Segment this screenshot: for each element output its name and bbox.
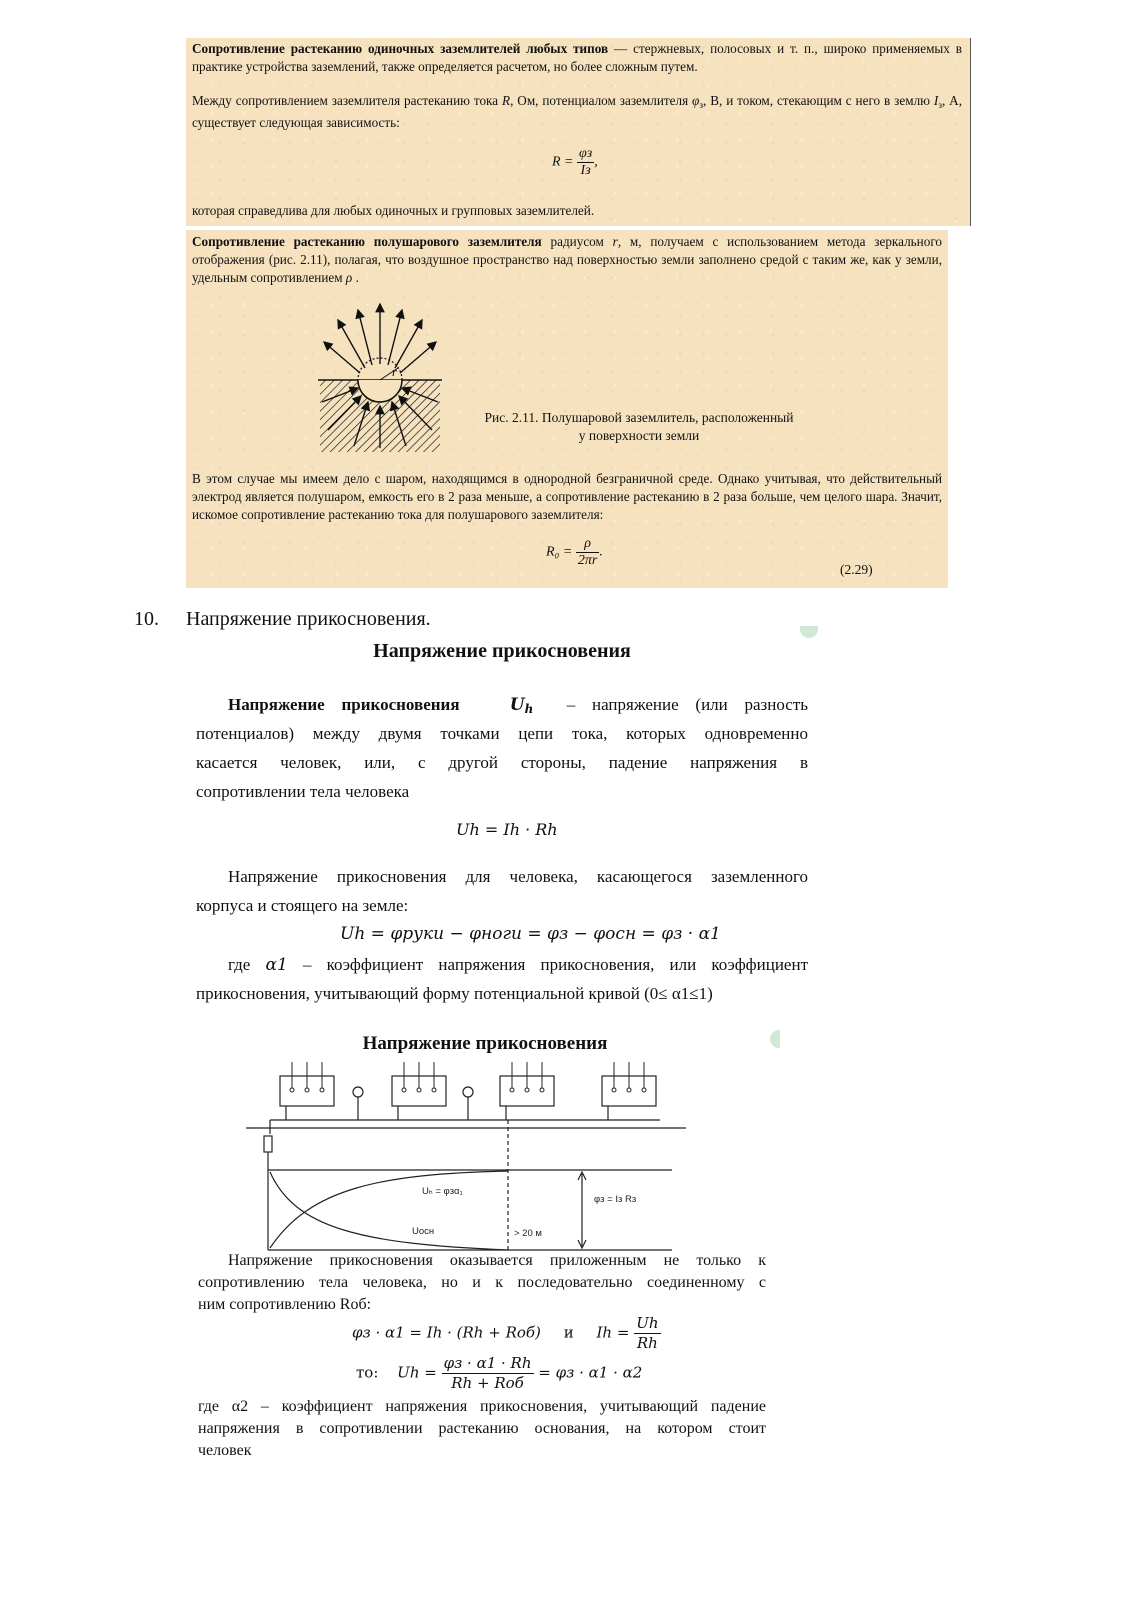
paragraph-text: , А, существует следующая зависимость:: [192, 93, 963, 130]
symbol-Uh: [510, 695, 533, 715]
denominator: Iз: [580, 163, 591, 178]
list-item-10: [134, 608, 431, 631]
slide-paragraph-line: [196, 862, 808, 891]
label-distance: > 20 м: [514, 1228, 542, 1239]
symbol-R: R: [502, 93, 511, 108]
label-uosn: Uосн: [412, 1226, 435, 1237]
decorative-mark: [770, 1030, 780, 1048]
numerator: φз: [579, 146, 593, 161]
paragraph-text: Между сопротивлением заземлителя растеканию тока: [192, 93, 503, 108]
figure-caption: [464, 409, 814, 445]
bold-term: Сопротивление растеканию полушарового заземлителя: [192, 234, 542, 249]
slide-paragraph-line: человек: [198, 1442, 252, 1459]
textbook-panel-2: [186, 230, 948, 588]
bold-term: Напряжение прикосновения: [228, 695, 460, 714]
formula-lhs: R =: [552, 154, 574, 170]
paragraph-text: которая справедлива для любых одиночных и групповых заземлителей.: [192, 203, 595, 218]
caption-line: Рис. 2.11. Полушаровой заземлитель, расположенный: [484, 410, 794, 425]
equation-potential-difference: Uh = φруки − φноги = φз − φосн = φз · α1: [340, 924, 721, 944]
equation-conjunction: то:: [356, 1363, 379, 1382]
slide-paragraph-line: где α2 – коэффициент напряжения прикосновения, учитывающий падение: [198, 1398, 766, 1415]
label-r: r: [392, 364, 398, 379]
paragraph: [192, 202, 962, 220]
equation-conjunction: и: [563, 1323, 574, 1342]
slide-paragraph-line: сопротивлению тела человека, но и к последовательно соединенному с: [198, 1274, 766, 1291]
slide-paragraph-line: [198, 1250, 766, 1272]
numerator: ρ: [576, 536, 599, 553]
paragraph-text: – напряжение (или разность: [566, 695, 809, 714]
formula-tail: .: [599, 544, 603, 560]
paragraph: [192, 92, 962, 132]
symbol-U: U: [509, 695, 525, 715]
paragraph-text: – коэффициент напряжения прикосновения, или коэффициент: [287, 955, 808, 974]
paragraph: [192, 233, 942, 287]
formula-lhs: R₀ =: [546, 544, 573, 560]
paragraph-text: где: [228, 955, 266, 974]
slide-title: Напряжение прикосновения: [373, 640, 631, 662]
equation-touch-voltage: Uh = Ih · Rh: [456, 820, 558, 839]
hemisphere-grounding-figure: [314, 298, 446, 458]
symbol-alpha1: α1: [265, 955, 288, 975]
paragraph-text: Напряжение прикосновения оказывается приложенным не только к: [228, 1252, 766, 1269]
slide-paragraph-line: корпуса и стоящего на земле:: [196, 896, 409, 915]
subscript: з: [938, 100, 942, 110]
list-item-text: Напряжение прикосновения.: [186, 608, 431, 630]
bold-term: Сопротивление растеканию одиночных заземлителей любых типов: [192, 41, 609, 56]
formula-hemisphere-resistance: [546, 536, 603, 569]
formula-resistance: [552, 146, 598, 179]
symbol-r: r: [612, 234, 618, 249]
slide-paragraph-line: [196, 950, 808, 980]
slide-paragraph-line: прикосновения, учитывающий форму потенциальной кривой (0≤ α1≤1): [196, 984, 713, 1003]
subscript: h: [524, 702, 534, 716]
slide-paragraph-line: напряжения в сопротивлении растеканию основания, на котором стоит: [198, 1420, 766, 1437]
equation-part: Ih =: [596, 1323, 630, 1342]
equation-part: Uh =: [397, 1363, 437, 1382]
denominator: Rh: [636, 1334, 658, 1352]
numerator: Uh: [636, 1314, 659, 1332]
equation-row-1: [352, 1314, 661, 1353]
paragraph-text: , В, и током, стекающим с него в землю: [703, 93, 934, 108]
paragraph: [192, 470, 942, 524]
paragraph-text: радиусом: [541, 234, 613, 249]
paragraph-text: Напряжение прикосновения для человека, касающегося заземленного: [228, 867, 808, 886]
numerator: φз · α1 · Rh: [443, 1354, 532, 1372]
paragraph-text: , Ом, потенциалом заземлителя: [510, 93, 693, 108]
symbol-I: I: [933, 93, 939, 108]
formula-tail: ,: [594, 154, 598, 170]
equation-part: = φз · α1 · α2: [538, 1363, 643, 1382]
paragraph-text: — стержневых, полосовых и т. п., широко применяемых в практике устройства заземлений, также определяется расчетом, но более сложным путем.: [192, 41, 962, 74]
label-uh: Uₕ = φзα₁: [422, 1186, 463, 1197]
symbol-phi: φ: [692, 93, 700, 108]
denominator: 2πr: [577, 553, 598, 568]
label-phi-ground: φз = Iз Rз: [594, 1194, 637, 1205]
fraction: [577, 146, 594, 179]
slide-paragraph-line: сопротивлении тела человека: [196, 782, 410, 801]
equation-row-2: [356, 1354, 642, 1393]
fraction: [634, 1314, 660, 1353]
list-number: 10.: [134, 608, 159, 630]
slide-paragraph-line: ним сопротивлению Rоб:: [198, 1296, 372, 1313]
touch-voltage-diagram: [240, 1058, 700, 1254]
paragraph-text: .: [352, 270, 359, 285]
subscript: з: [699, 100, 703, 110]
paragraph: [192, 40, 962, 76]
fraction: [576, 536, 599, 569]
slide-title: Напряжение прикосновения: [362, 1033, 608, 1054]
equation-number: (2.29): [840, 562, 873, 577]
slide-paragraph-line: потенциалов) между двумя точками цепи тока, которых одновременно: [196, 724, 808, 743]
fraction: [442, 1354, 534, 1393]
paragraph-text: В этом случае мы имеем дело с шаром, находящимся в однородной безграничной среде. Однако учитывая, что действительный электрод является полушаром, емкость его в 2 раза меньше, а сопротивление растеканию в 2 раза больше, чем целого шара. Значит, искомое сопротивление растеканию тока для полушарового заземлителя:: [192, 471, 942, 522]
symbol-rho: ρ: [345, 270, 353, 285]
textbook-panel-1: [186, 38, 971, 226]
paragraph-text: , м, получаем с использованием метода зеркального отображения (рис. 2.11), полагая, что воздушное пространство над поверхностью земли заполнено средой с таким же, как у земли, удельным сопротивлением: [192, 234, 943, 285]
denominator: Rh + Rоб: [451, 1374, 524, 1392]
decorative-mark: [800, 626, 818, 638]
caption-line: у поверхности земли: [578, 428, 700, 443]
equation-part: φз · α1 = Ih · (Rh + Rоб): [352, 1323, 541, 1342]
slide-paragraph-line: касается человек, или, с другой стороны, падение напряжения в: [196, 753, 808, 772]
